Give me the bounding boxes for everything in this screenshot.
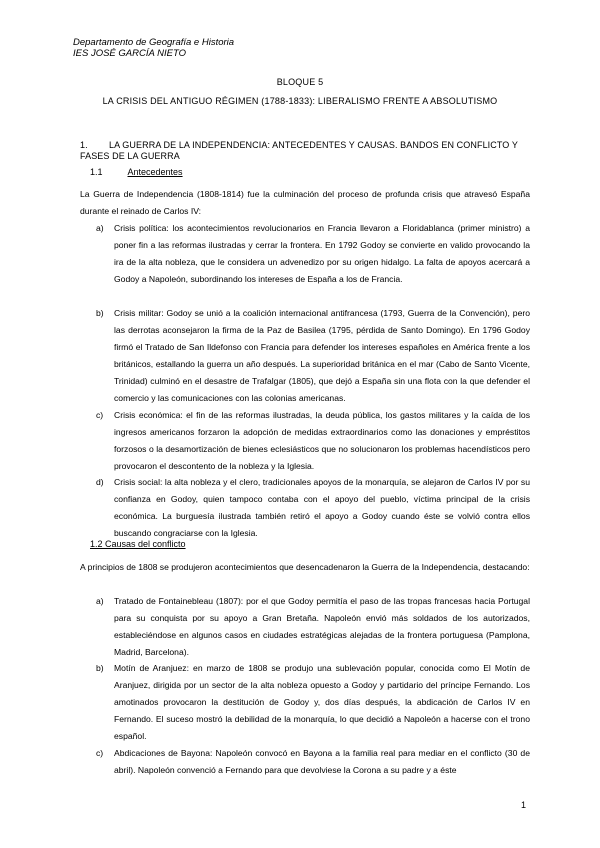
- block-title: LA CRISIS DEL ANTIGUO RÉGIMEN (1788-1833): LIBERALISMO FRENTE A ABSOLUTISMO: [102, 96, 498, 106]
- section-title: [80, 140, 535, 162]
- list-item: [96, 305, 530, 407]
- list-item: [96, 745, 530, 779]
- block-label: BLOQUE 5: [276, 77, 324, 87]
- subsection-number: 1.1: [90, 167, 103, 177]
- section-number: 1.: [80, 140, 88, 150]
- list-item: [96, 660, 530, 745]
- list-item-letter: a): [96, 223, 104, 233]
- list-item-letter: b): [96, 663, 104, 673]
- subsection-heading-2: 1.2 Causas del conflicto: [90, 539, 186, 549]
- list-item-letter: b): [96, 308, 104, 318]
- list-item: [96, 593, 530, 661]
- list-item-text: Tratado de Fontainebleau (1807): por el que Godoy permitía el paso de las tropas francesas hacia Portugal para su conquista por su apoyo a Gran Bretaña. Napoleón envió más soldados de los autorizados, estableciéndose en algunos casos en ciudades estratégicas alejadas de la frontera portuguesa (Pamplona, Madrid, Barcelona).: [114, 596, 530, 657]
- list-item: [96, 407, 530, 475]
- list-item: [96, 474, 530, 542]
- list-item-letter: d): [96, 477, 104, 487]
- list-item-letter: c): [96, 748, 104, 758]
- list-item-text: Crisis económica: el fin de las reformas ilustradas, la deuda pública, los gastos militares y la caída de los ingresos americanos forzaron la adopción de medidas extraordinarios como las donaciones y empréstitos forzosos o la desamortización de bienes eclesiásticos que no solucionaron los problemas hacendísticos pero provocaron el descontento de la nobleza y la Iglesia.: [114, 410, 530, 471]
- subsection-heading-1: [90, 167, 183, 177]
- list-item: [96, 220, 530, 288]
- list-item-text: Motín de Aranjuez: en marzo de 1808 se produjo una sublevación popular, conocida como El Motín de Aranjuez, dirigida por un sector de la alta nobleza opuesto a Godoy y partidario del príncipe Fernando. Los amotinados provocaron la destitución de Godoy y, dos días después, la abdicación de Carlos IV en Fernando. El suceso mostró la debilidad de la monarquía, lo que decidió a Napoleón a hacerse con el trono español.: [114, 663, 530, 741]
- intro-paragraph-1: La Guerra de Independencia (1808-1814) fue la culminación del proceso de profunda crisis que atravesó España durante el reinado de Carlos IV:: [80, 189, 530, 216]
- school-header: IES JOSÉ GARCÍA NIETO: [73, 48, 186, 59]
- list-item-letter: c): [96, 410, 104, 420]
- department-header: Departamento de Geografía e Historia: [73, 37, 235, 48]
- page-number: 1: [521, 800, 527, 810]
- list-item-text: Crisis política: los acontecimientos revolucionarios en Francia llevaron a Floridablanca (primer ministro) a poner fin a las reformas ilustradas y cerrar la frontera. En 1792 Godoy se convierte en valido provocando la ira de la alta nobleza, que le considera un advenedizo por su origen hidalgo. La falta de apoyos acercará a Godoy a Napoleón, subordinando los intereses de España a los de Francia.: [114, 223, 530, 284]
- list-item-text: Abdicaciones de Bayona: Napoleón convocó en Bayona a la familia real para mediar en el conflicto (30 de abril). Napoleón convenció a Fernando para que devolviese la Corona a su padre y a éste: [114, 748, 530, 775]
- list-item-text: Crisis social: la alta nobleza y el clero, tradicionales apoyos de la monarquía, se alejaron de Carlos IV por su confianza en Godoy, quien tampoco contaba con el apoyo del pueblo, víctima principal de la crisis económica. La burguesía ilustrada también retiró el apoyo a Godoy cuando éste se volvió contra ellos buscando congraciarse con la Iglesia.: [114, 477, 530, 538]
- subsection-title: Antecedentes: [127, 167, 183, 177]
- intro-paragraph-2: A principios de 1808 se produjeron acontecimientos que desencadenaron la Guerra de la Independencia, destacando:: [80, 562, 530, 572]
- list-item-text: Crisis militar: Godoy se unió a la coalición internacional antifrancesa (1793, Guerra de la Convención), pero las derrotas aconsejaron la firma de la Paz de Basilea (1795, pérdida de Santo Domingo). En 1796 Godoy firmó el Tratado de San Ildefonso con Francia para defender los intereses españoles en América frente a los británicos, estallando la guerra un año después. La superioridad británica en el mar (Cabo de Santo Vicente, Trinidad) culminó en el desastre de Trafalgar (1805), que dejó a España sin una flota con la que defender el comercio y las comunicaciones con las colonias americanas.: [114, 308, 530, 403]
- list-item-letter: a): [96, 596, 104, 606]
- section-title-text: LA GUERRA DE LA INDEPENDENCIA: ANTECEDENTES Y CAUSAS. BANDOS EN CONFLICTO Y FASES DE LA GUERRA: [80, 140, 518, 161]
